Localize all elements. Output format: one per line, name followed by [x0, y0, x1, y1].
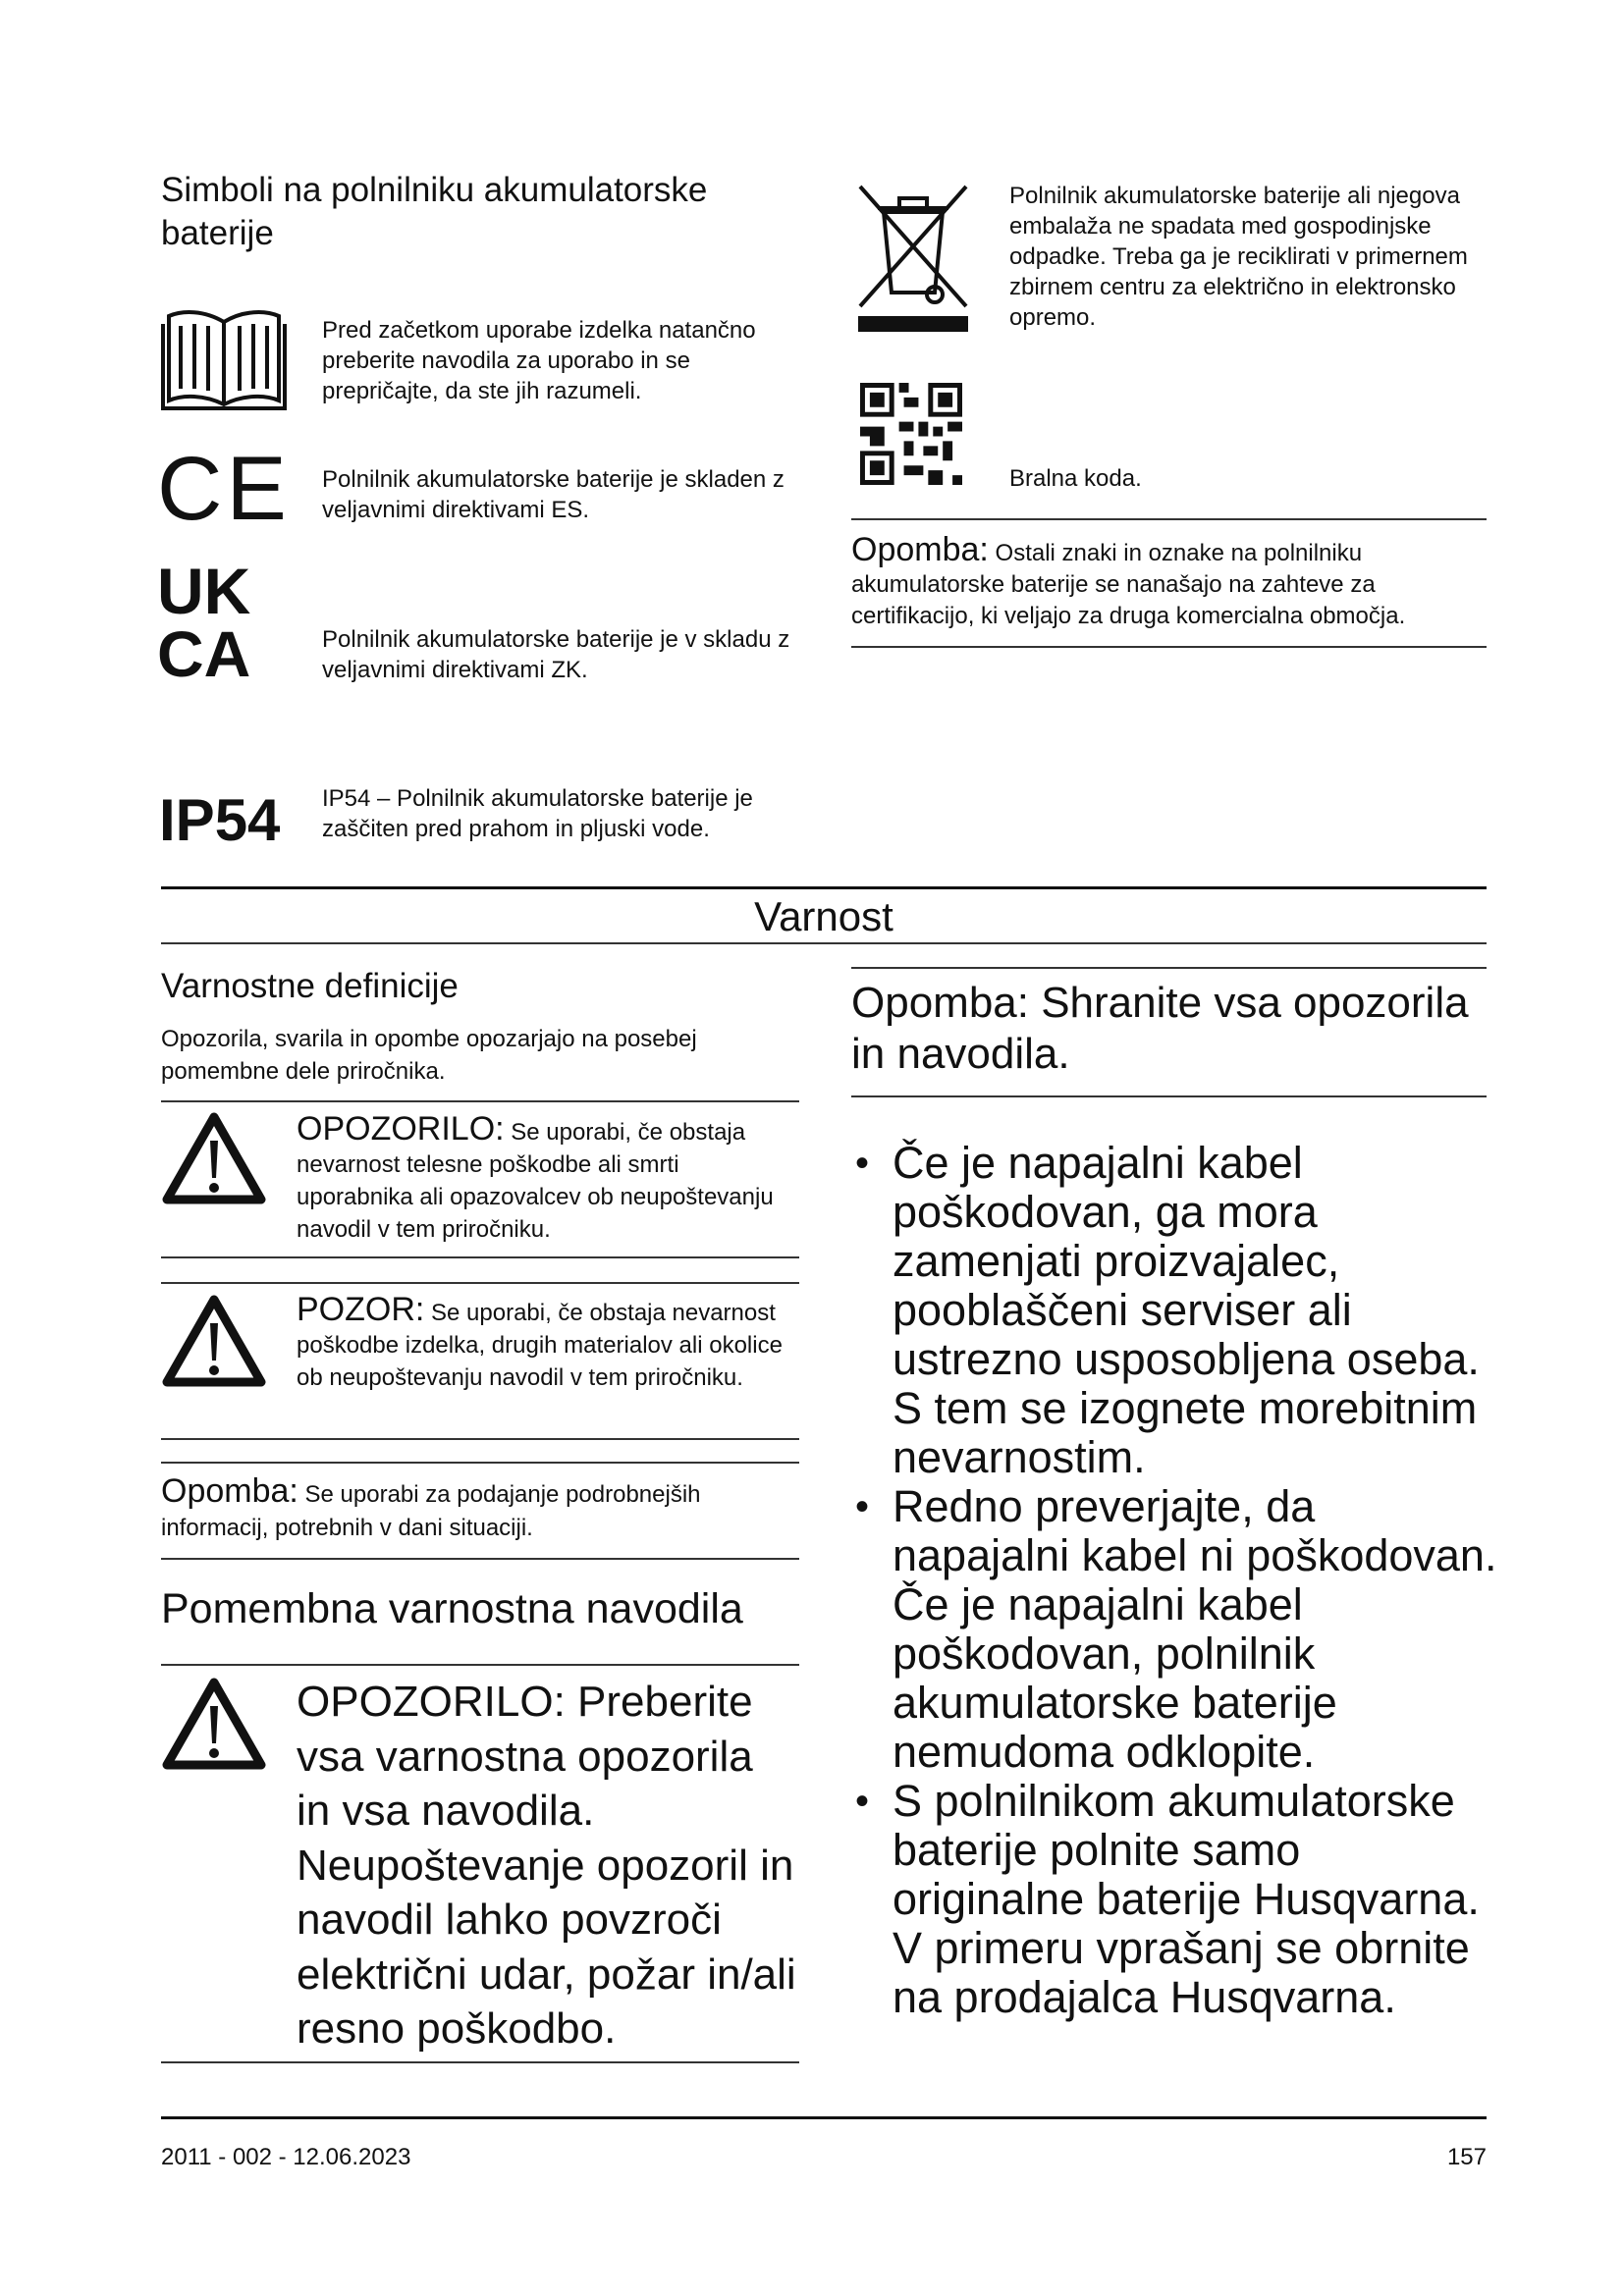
- important-warning-label: OPOZORILO:: [297, 1678, 566, 1726]
- keep-note-label: Opomba:: [851, 979, 1029, 1027]
- qr-symbol-text: Bralna koda.: [1009, 465, 1142, 492]
- safety-bullet-list: [851, 1139, 1499, 2022]
- note-def-text: Se uporabi za podajanje podrobnejših informacij, potrebnih v dani situaciji.: [161, 1481, 701, 1541]
- safety-definitions-intro: Opozorila, svarila in opombe opozarjajo na posebej pomembne dele priročnika.: [161, 1026, 697, 1085]
- symbols-heading: Simboli na polnilniku akumulatorske baterije: [161, 171, 708, 252]
- symbols-note: [851, 531, 1489, 632]
- important-warning: [297, 1675, 797, 2056]
- caution-label: POZOR:: [297, 1291, 425, 1328]
- list-item: • Če je napajalni kabel poškodovan, ga mora zamenjati proizvajalec, pooblaščeni serviser ali ustrezno usposobljena oseba. S tem se izognete morebitnim nevarnostim.: [851, 1139, 1499, 1482]
- warning-text: Se uporabi, če obstaja nevarnost telesne poškodbe ali smrti uporabnika ali opazovalcev ob neupoštevanju navodil v tem priročniku.: [297, 1119, 774, 1243]
- warning-triangle-icon: [161, 1677, 267, 1771]
- caution-triangle-icon: [161, 1294, 267, 1388]
- weee-symbol-text: Polnilnik akumulatorske baterije ali njegova embalaža ne spadata med gospodinjske odpadke. Treba ga je reciklirati v primernem zbirnem centru za električno in elektronsko opremo.: [1009, 183, 1468, 331]
- qr-code-icon: [860, 383, 962, 485]
- warning-definition: [297, 1110, 797, 1246]
- list-item: • S polnilnikom akumulatorske baterije polnite samo originalne baterije Husqvarna. V primeru vprašanj se obrnite na prodajalca Husqvarna.: [851, 1777, 1499, 2022]
- warning-triangle-icon: [161, 1111, 267, 1205]
- safety-definitions-heading: Varnostne definicije: [161, 967, 459, 1005]
- manual-book-icon: [161, 304, 287, 410]
- book-symbol-text: Pred začetkom uporabe izdelka natančno preberite navodila za uporabo in se prepričajte, da ste jih razumeli.: [322, 317, 756, 404]
- note-label: Opomba:: [851, 531, 989, 568]
- ip54-symbol-text: IP54 – Polnilnik akumulatorske baterije je zaščiten pred prahom in pljuski vode.: [322, 785, 753, 842]
- caution-text: Se uporabi, če obstaja nevarnost poškodbe izdelka, drugih materialov ali okolice ob neupoštevanju navodil v tem priročniku.: [297, 1300, 783, 1391]
- weee-crossed-bin-icon: [856, 183, 970, 334]
- caution-definition: [297, 1291, 797, 1394]
- ip54-logo: IP54: [159, 787, 281, 853]
- keep-instructions-note: [851, 978, 1489, 1080]
- footer-page-number: 157: [1446, 2144, 1487, 2170]
- ce-logo: CE: [157, 439, 291, 539]
- warning-label: OPOZORILO:: [297, 1110, 505, 1148]
- ukca-symbol-text: Polnilnik akumulatorske baterije je v skladu z veljavnimi direktivami ZK.: [322, 626, 790, 683]
- ce-symbol-text: Polnilnik akumulatorske baterije je skladen z veljavnimi direktivami ES.: [322, 466, 785, 523]
- important-warning-text: Preberite vsa varnostna opozorila in vsa navodila. Neupoštevanje opozoril in navodil lahko povzroči električni udar, požar in/ali resno poškodbo.: [297, 1678, 796, 2053]
- footer-document-id: 2011 - 002 - 12.06.2023: [161, 2144, 411, 2170]
- note-definition: [161, 1474, 799, 1545]
- important-safety-heading: Pomembna varnostna navodila: [161, 1585, 743, 1632]
- list-item: • Redno preverjajte, da napajalni kabel ni poškodovan. Če je napajalni kabel poškodovan, polnilnik akumulatorske baterije nemudoma odklopite.: [851, 1482, 1499, 1777]
- note-def-label: Opomba:: [161, 1472, 298, 1510]
- section-title-varnost: Varnost: [754, 893, 893, 939]
- keep-note-text: Shranite vsa opozorila in navodila.: [851, 979, 1469, 1078]
- note-text: Ostali znaki in oznake na polnilniku akumulatorske baterije se nanašajo na zahteve za certifikacijo, ki veljajo za druga komercialna območja.: [851, 540, 1406, 629]
- ukca-logo: UK CA: [157, 555, 251, 690]
